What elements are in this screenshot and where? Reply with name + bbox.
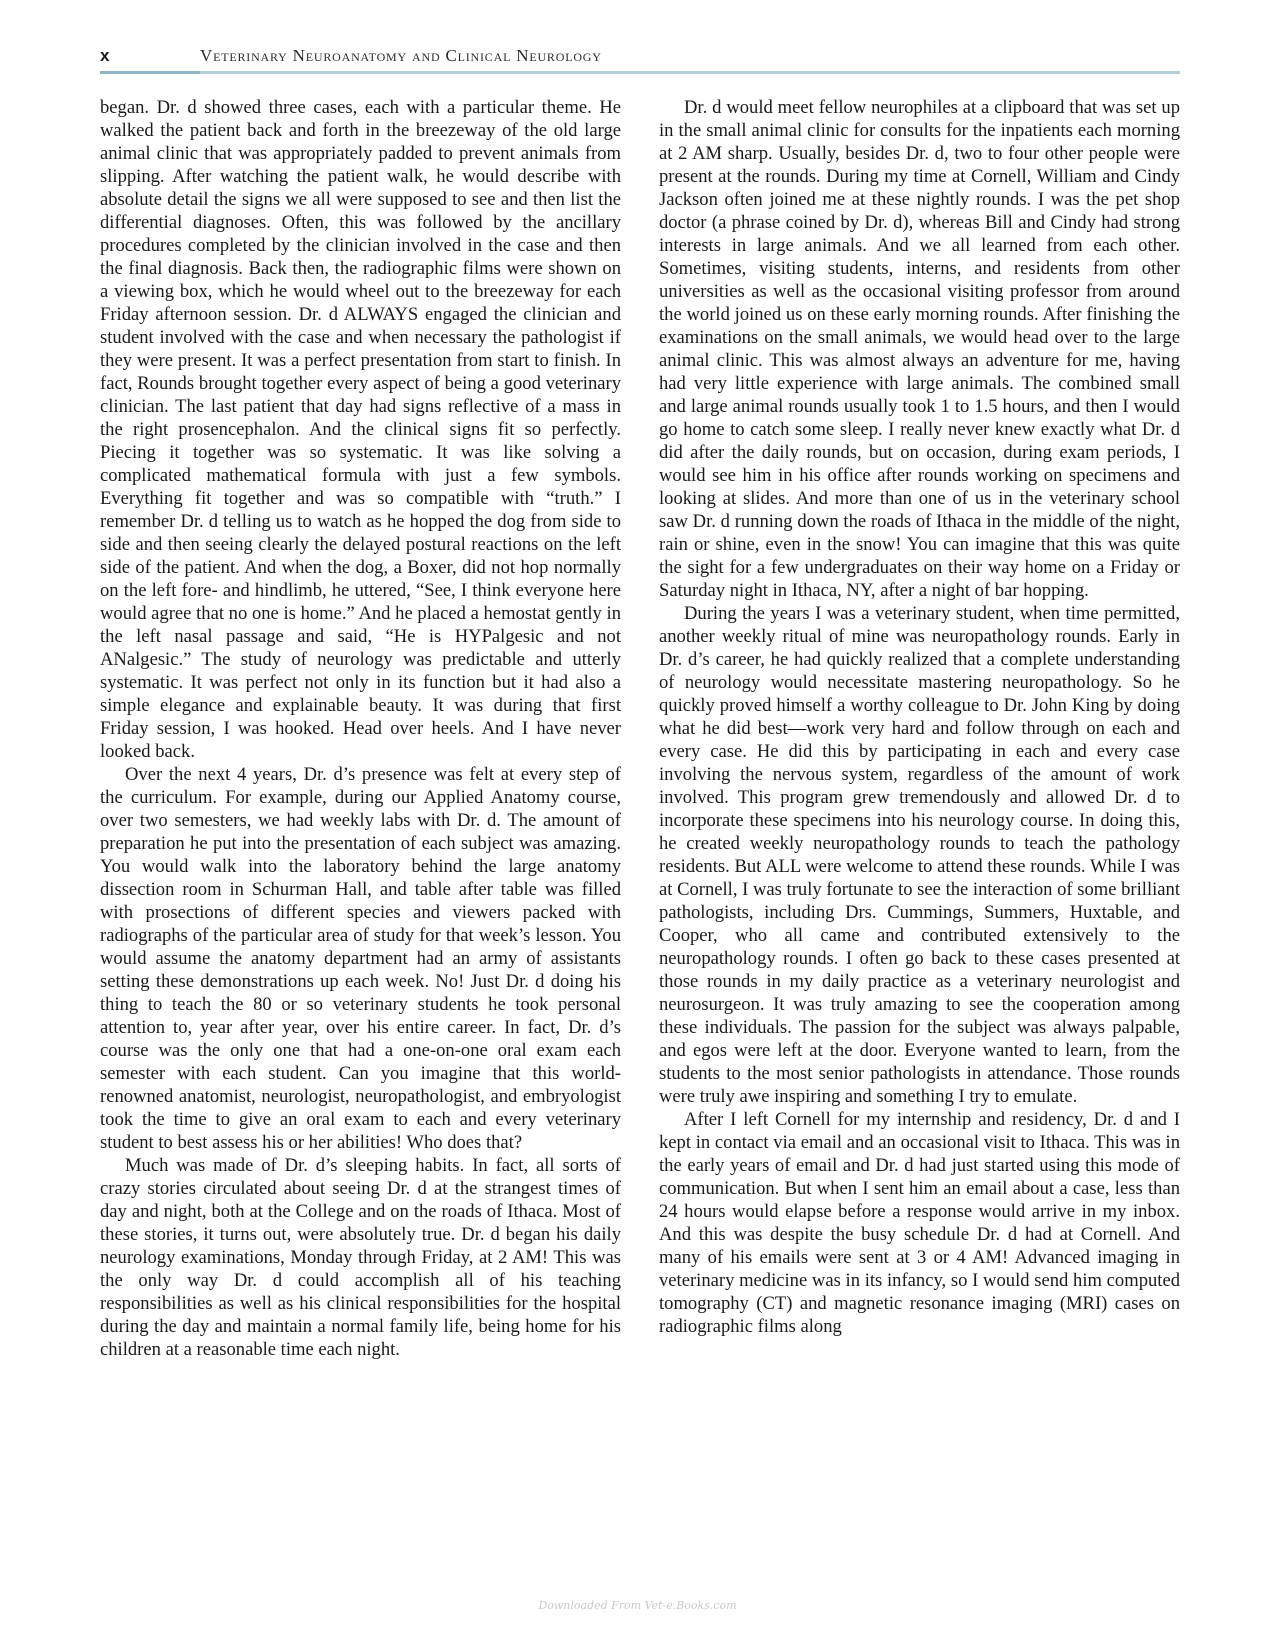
header-rule-accent (100, 71, 200, 74)
book-title: Veterinary Neuroanatomy and Clinical Neurology (200, 46, 602, 65)
running-head (100, 44, 1180, 74)
watermark: Downloaded From Vet-e.Books.com (538, 1599, 737, 1612)
paragraph: began. Dr. d showed three cases, each with a particular theme. He walked the patient back and forth in the breezeway of the old large animal clinic that was appropriately padded to prevent animals from slipping. After watching the patient walk, he would describe with absolute detail the signs we all were supposed to see and then list the differential diagnoses. Often, this was followed by the ancillary procedures completed by the clinician involved in the case and then the final diagnosis. Back then, the radiographic films were shown on a viewing box, which he would wheel out to the breezeway for each Friday afternoon session. Dr. d ALWAYS engaged the clinician and student involved with the case and when necessary the pathologist if they were present. It was a perfect presentation from start to finish. In fact, Rounds brought together every aspect of being a good veterinary clinician. The last patient that day had signs reflective of a mass in the right prosencephalon. And the clinical signs fit so perfectly. Piecing it together was so systematic. It was like solving a complicated mathematical formula with just a few symbols. Everything fit together and was so compatible with “truth.” I remember Dr. d telling us to watch as he hopped the dog from side to side and then seeing clearly the delayed postural reactions on the left side of the patient. And when the dog, a Boxer, did not hop normally on the left fore- and hindlimb, he uttered, “See, I think everyone here would agree that no one is home.” And he placed a hemostat gently in the left nasal passage and said, “He is HYPalgesic and not ANalgesic.” The study of neurology was predictable and utterly systematic. It was perfect not only in its function but it had also a simple elegance and explainable beauty. It was during that first Friday session, I was hooked. Head over heels. And I have never looked back. (100, 97, 621, 762)
paragraph: During the years I was a veterinary student, when time permitted, another weekly ritual of mine was neuropathology rounds. Early in Dr. d’s career, he had quickly realized that a complete understanding of neurology would necessitate mastering neuropathology. So he quickly proved himself a worthy colleague to Dr. John King by doing what he did best—work very hard and follow through on each and every case. He did this by participating in each and every case involving the nervous system, regardless of the amount of work involved. This program grew tremendously and allowed Dr. d to incorporate these specimens into his neurology course. In doing this, he created weekly neuropathology rounds to teach the pathology residents. But ALL were welcome to attend these rounds. While I was at Cornell, I was truly fortunate to see the interaction of some brilliant pathologists, including Drs. Cummings, Summers, Huxtable, and Cooper, who all came and contributed extensively to the neuropathology rounds. I often go back to these cases presented at those rounds in my daily practice as a veterinary neurologist and neurosurgeon. It was truly amazing to see the cooperation among these individuals. The passion for the subject was always palpable, and egos were left at the door. Everyone wanted to learn, from the students to the most senior pathologists in attendance. Those rounds were truly awe inspiring and something I try to emulate. (659, 603, 1180, 1107)
header-rule (100, 71, 1180, 74)
paragraph: Much was made of Dr. d’s sleeping habits. In fact, all sorts of crazy stories circulated about seeing Dr. d at the strangest times of day and night, both at the College and on the roads of Ithaca. Most of these stories, it turns out, were absolutely true. Dr. d began his daily neurology examinations, Monday through Friday, at 2 AM! This was the only way Dr. d could accomplish all of his teaching responsibilities as well as his clinical responsibilities for the hospital during the day and maintain a normal family life, being home for his children at a reasonable time each night. (100, 1155, 621, 1360)
paragraph: After I left Cornell for my internship and residency, Dr. d and I kept in contact via email and an occasional visit to Ithaca. This was in the early years of email and Dr. d had just started using this mode of communication. But when I sent him an email about a case, less than 24 hours would elapse before a response would arrive in my inbox. And this was despite the busy schedule Dr. d had at Cornell. And many of his emails were sent at 3 or 4 AM! Advanced imaging in veterinary medicine was in its infancy, so I would send him computed tomography (CT) and magnetic resonance imaging (MRI) cases on radiographic films along (659, 1109, 1180, 1337)
paragraph: Dr. d would meet fellow neurophiles at a clipboard that was set up in the small animal clinic for consults for the inpatients each morning at 2 AM sharp. Usually, besides Dr. d, two to four other people were present at the rounds. During my time at Cornell, William and Cindy Jackson often joined me at these nightly rounds. I was the pet shop doctor (a phrase coined by Dr. d), whereas Bill and Cindy had strong interests in large animals. And we all learned from each other. Sometimes, visiting students, interns, and residents from other universities as well as the occasional visiting professor from around the world joined us on these early morning rounds. After finishing the examinations on the small animals, we would head over to the large animal clinic. This was almost always an adventure for me, having had very little experience with large animals. The combined small and large animal rounds usually took 1 to 1.5 hours, and then I would go home to catch some sleep. I really never knew exactly what Dr. d did after the daily rounds, but on occasion, during exam periods, I would see him in his office after rounds working on specimens and looking at slides. And more than one of us in the veterinary school saw Dr. d running down the roads of Ithaca in the middle of the night, rain or shine, even in the snow! You can imagine that this was quite the sight for a few undergraduates on their way home on a Friday or Saturday night in Ithaca, NY, after a night of bar hopping. (659, 97, 1180, 601)
left-column (100, 96, 621, 1361)
right-column (659, 96, 1180, 1338)
page-number: x (100, 46, 110, 65)
paragraph: Over the next 4 years, Dr. d’s presence was felt at every step of the curriculum. For example, during our Applied Anatomy course, over two semesters, we had weekly labs with Dr. d. The amount of preparation he put into the presentation of each subject was amazing. You would walk into the laboratory behind the large anatomy dissection room in Schurman Hall, and table after table was filled with prosections of different species and viewers packed with radiographs of the particular area of study for that week’s lesson. You would assume the anatomy department had an army of assistants setting these demonstrations up each week. No! Just Dr. d doing his thing to teach the 80 or so veterinary students he took personal attention to, year after year, over his entire career. In fact, Dr. d’s course was the only one that had a one-on-one oral exam each semester with each student. Can you imagine that this world-renowned anatomist, neurologist, neuropathologist, and embryologist took the time to give an oral exam to each and every veterinary student to best assess his or her abilities! Who does that? (100, 764, 621, 1153)
